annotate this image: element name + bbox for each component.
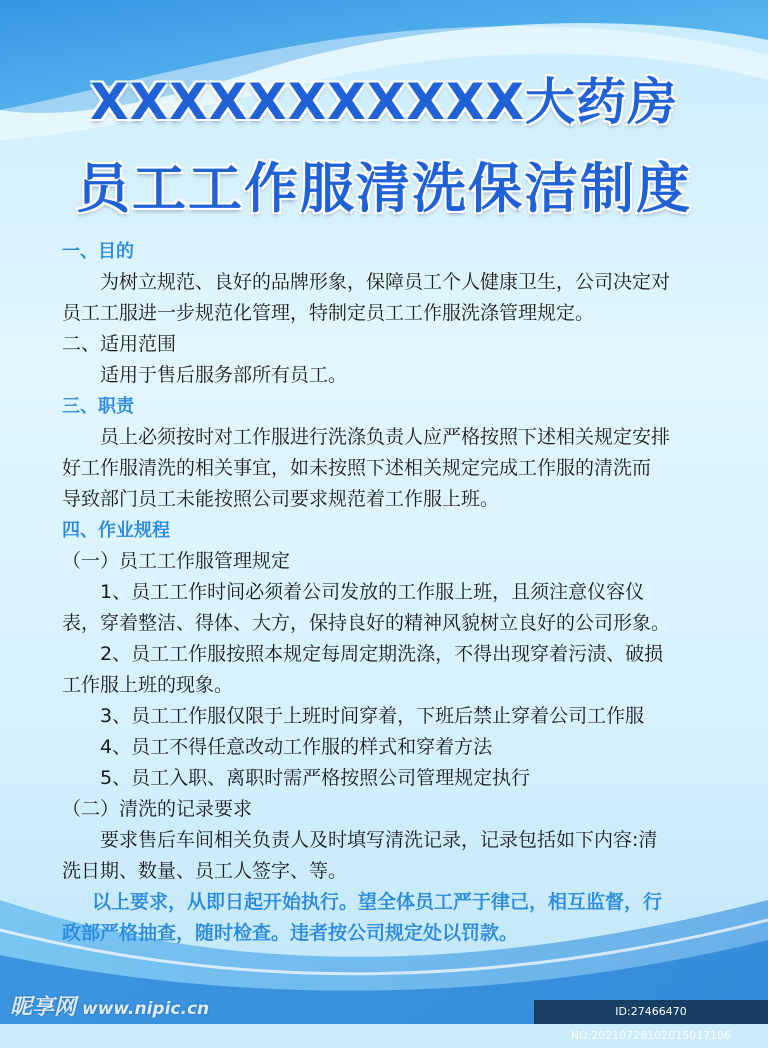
rule-item: 3、员工工作服仅限于上班时间穿着，下班后禁止穿着公司工作服 [100,705,645,727]
section-heading-purpose: 一、目的 [62,241,134,262]
image-id-bar: ID:27466470 NO:20210728102015017106 [534,1000,768,1024]
records-text: 洗日期、数量、员工人签字、等。 [62,860,348,882]
closing-statement: 政部严格抽查，随时检查。违者按公司规定处以罚款。 [62,922,519,944]
subsection-heading-records: （二）清洗的记录要求 [62,798,253,820]
scope-text: 适用于售后服务部所有员工。 [100,364,348,386]
pharmacy-title: XXXXXXXXXXX大药房 [89,73,679,131]
rule-item: 5、员工入职、离职时需严格按照公司管理规定执行 [100,767,531,789]
rule-item: 2、员工工作服按照本规定每周定期洗涤，不得出现穿着污渍、破损 [100,643,664,665]
rule-item: 表，穿着整洁、得体、大方，保持良好的精神风貌树立良好的公司形象。 [62,612,671,634]
duties-text: 员上必须按时对工作服进行洗涤负责人应严格按照下述相关规定安排 [100,426,671,448]
duties-text: 好工作服清洗的相关事宜，如未按照下述相关规定完成工作服的清洗而 [62,457,652,479]
policy-title: 员工工作服清洗保洁制度 [76,157,692,220]
records-text: 要求售后车间相关负责人及时填写清洗记录，记录包括如下内容:清 [100,829,658,851]
section-heading-duties: 三、职责 [62,396,134,417]
policy-content [62,236,722,949]
closing-statement: 以上要求，从即日起开始执行。望全体员工严于律己，相互监督，行 [92,891,663,913]
rule-item: 1、员工工作时间必须着公司发放的工作服上班，且须注意仪容仪 [100,581,645,603]
section-heading-procedure: 四、作业规程 [62,520,170,541]
duties-text: 导致部门员工未能按照公司要求规范着工作服上班。 [62,488,500,510]
subsection-heading-uniform: （一）员工工作服管理规定 [62,550,291,572]
purpose-text: 为树立规范、良好的品牌形象，保障员工个人健康卫生，公司决定对 [100,271,671,293]
watermark-logo-text: 昵享网 [10,995,77,1020]
purpose-text: 员工工服进一步规范化管理，特制定员工工作服洗涤管理规定。 [62,302,595,324]
watermark-logo [10,990,209,1021]
watermark-url: www.nipic.cn [82,999,210,1019]
rule-item: 4、员工不得任意改动工作服的样式和穿着方法 [100,736,493,758]
rule-item: 工作服上班的现象。 [62,674,234,696]
section-heading-scope: 二、适用范围 [62,333,177,355]
